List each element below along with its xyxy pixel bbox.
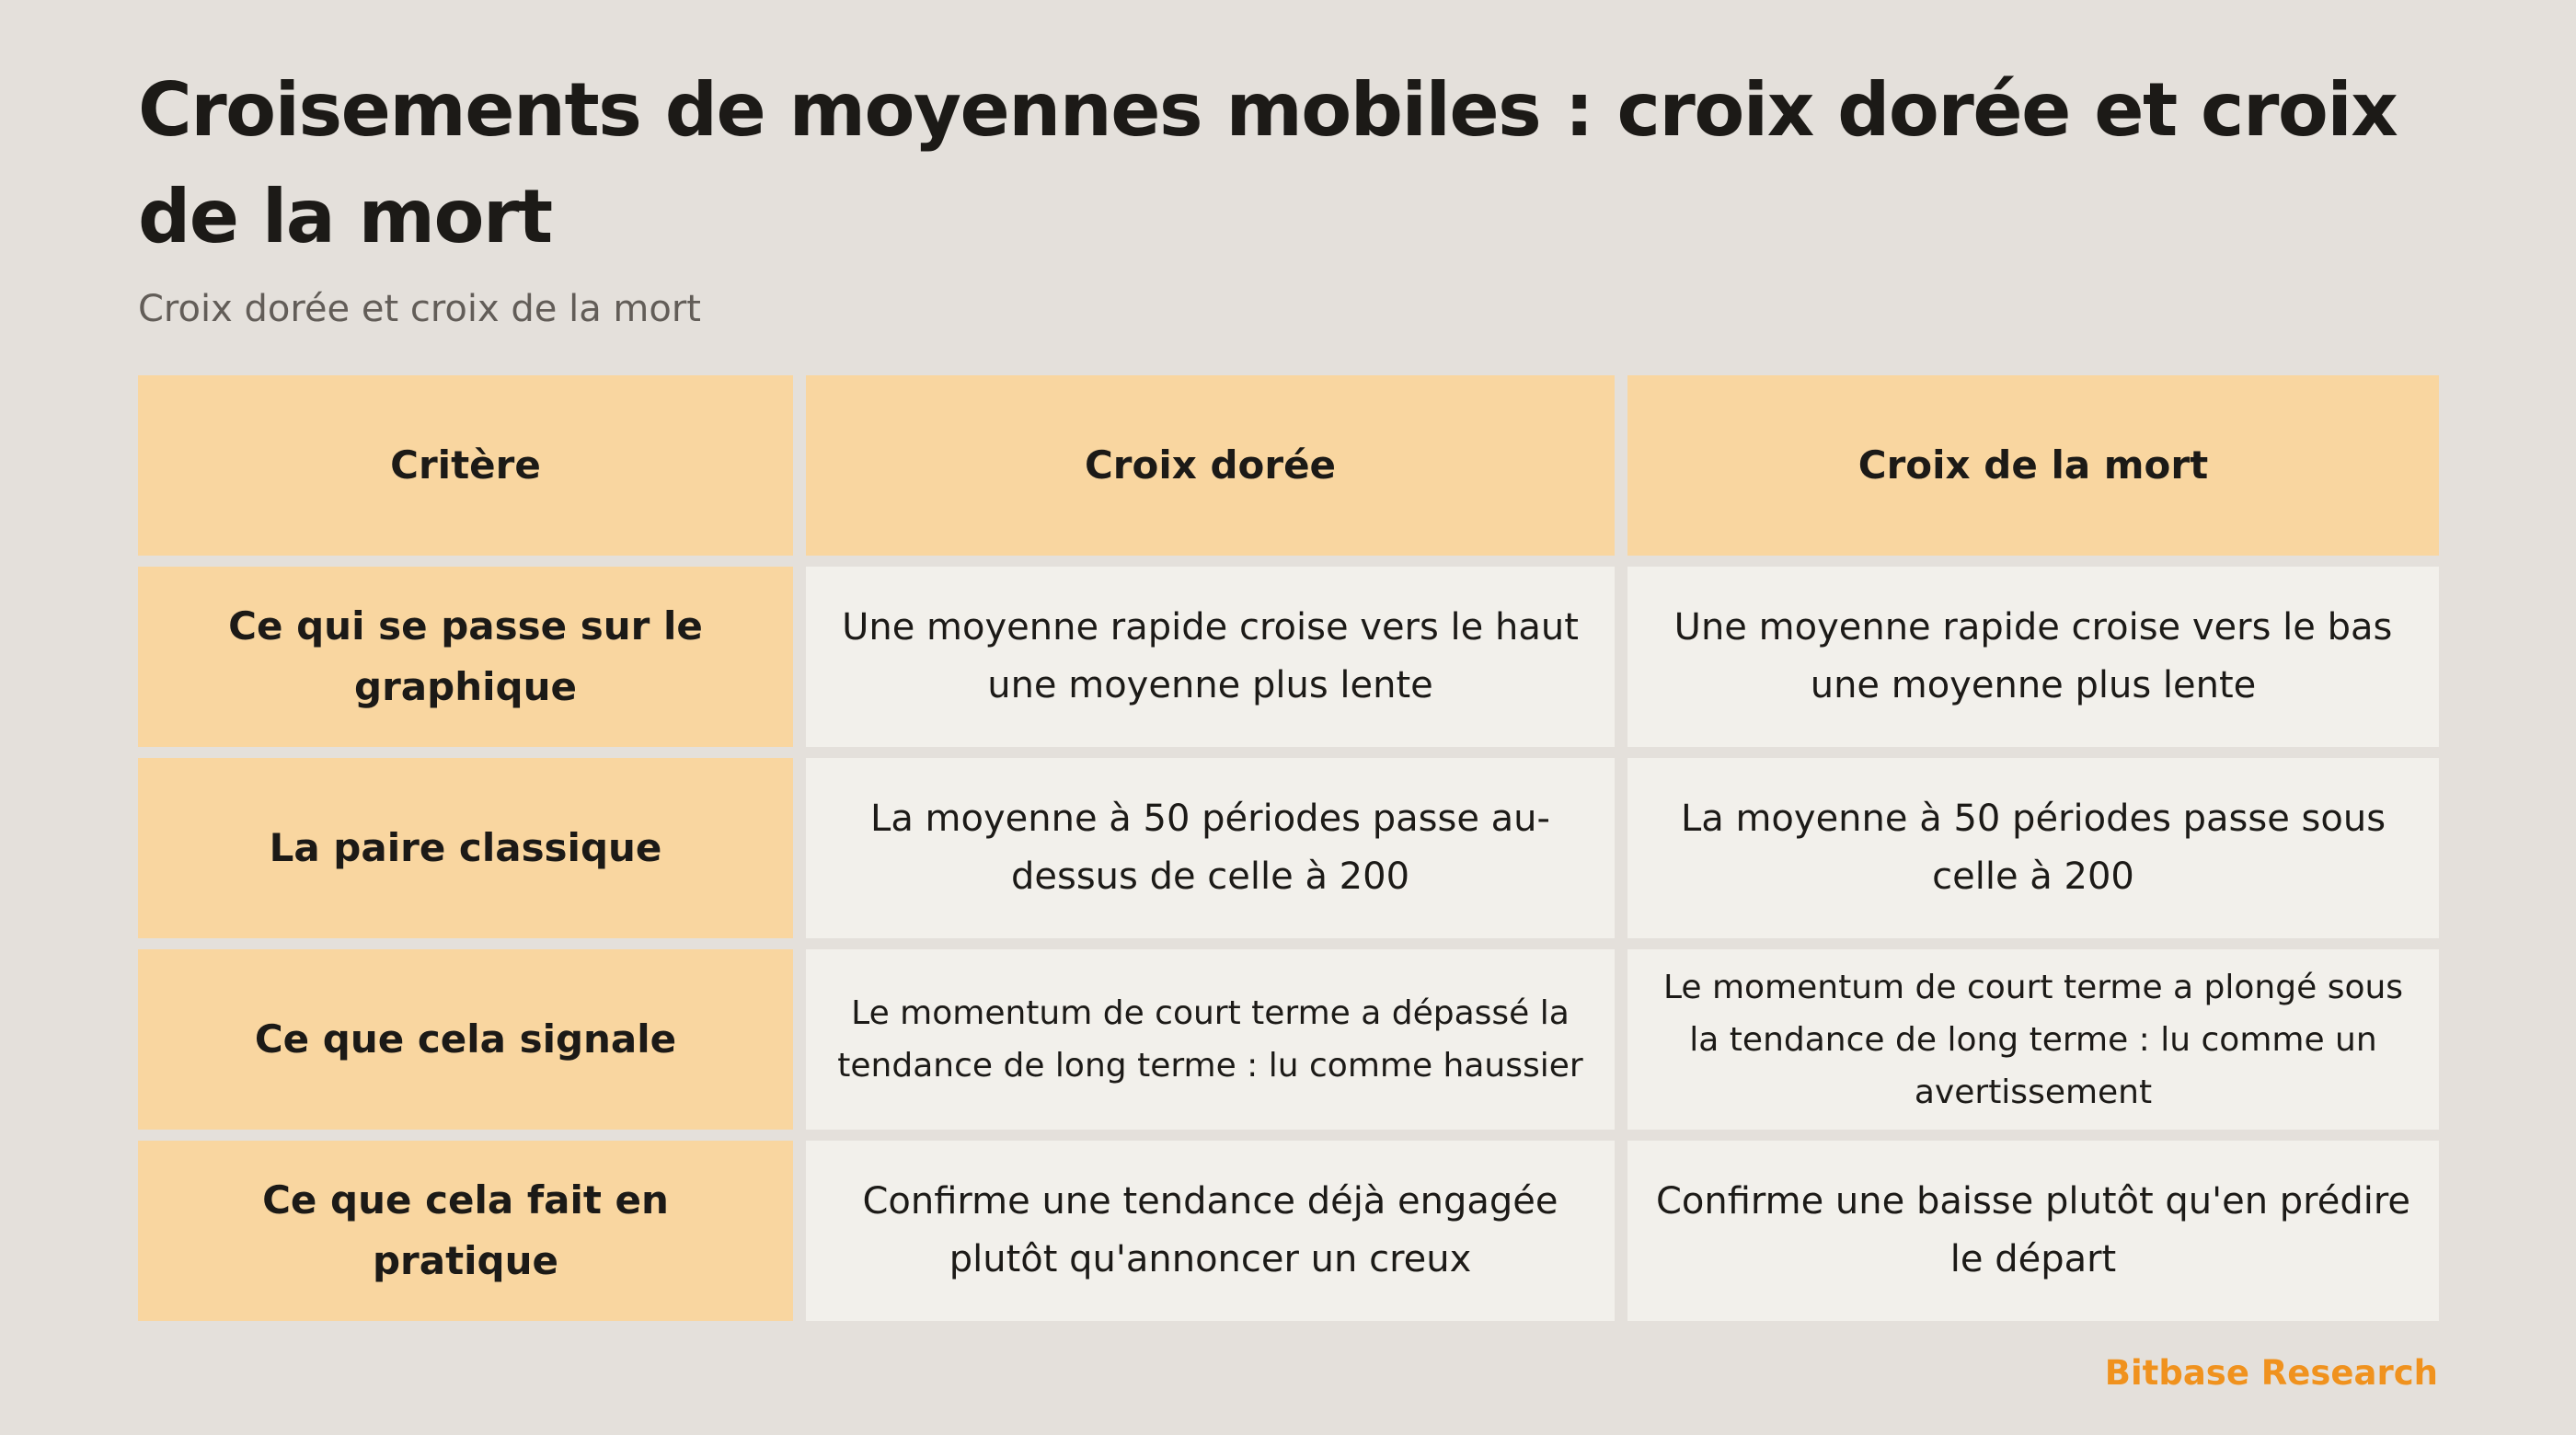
row-golden-cross-cell: Confirme une tendance déjà engagée plutôt qu'annoncer un creux bbox=[806, 1141, 1615, 1321]
brand-label: Bitbase Research bbox=[2104, 1353, 2438, 1393]
row-criterion: Ce que cela signale bbox=[138, 949, 793, 1130]
header-criterion: Critère bbox=[138, 375, 793, 556]
row-criterion: Ce que cela fait en pratique bbox=[138, 1141, 793, 1321]
row-death-cross-cell: La moyenne à 50 périodes passe sous celle à 200 bbox=[1627, 758, 2439, 938]
comparison-table bbox=[138, 375, 2439, 1321]
row-golden-cross-cell: La moyenne à 50 périodes passe au-dessus de celle à 200 bbox=[806, 758, 1615, 938]
header-death-cross: Croix de la mort bbox=[1627, 375, 2439, 556]
page-title: Croisements de moyennes mobiles : croix dorée et croix de la mort bbox=[138, 67, 2398, 259]
page-subtitle: Croix dorée et croix de la mort bbox=[138, 288, 701, 330]
row-death-cross-cell: Confirme une baisse plutôt qu'en prédire le départ bbox=[1627, 1141, 2439, 1321]
row-golden-cross-cell: Une moyenne rapide croise vers le haut une moyenne plus lente bbox=[806, 567, 1615, 747]
header-golden-cross: Croix dorée bbox=[806, 375, 1615, 556]
row-death-cross-cell: Une moyenne rapide croise vers le bas une moyenne plus lente bbox=[1627, 567, 2439, 747]
row-death-cross-cell: Le momentum de court terme a plongé sous la tendance de long terme : lu comme un avertissement bbox=[1627, 949, 2439, 1130]
row-criterion: Ce qui se passe sur le graphique bbox=[138, 567, 793, 747]
row-criterion: La paire classique bbox=[138, 758, 793, 938]
row-golden-cross-cell: Le momentum de court terme a dépassé la tendance de long terme : lu comme haussier bbox=[806, 949, 1615, 1130]
